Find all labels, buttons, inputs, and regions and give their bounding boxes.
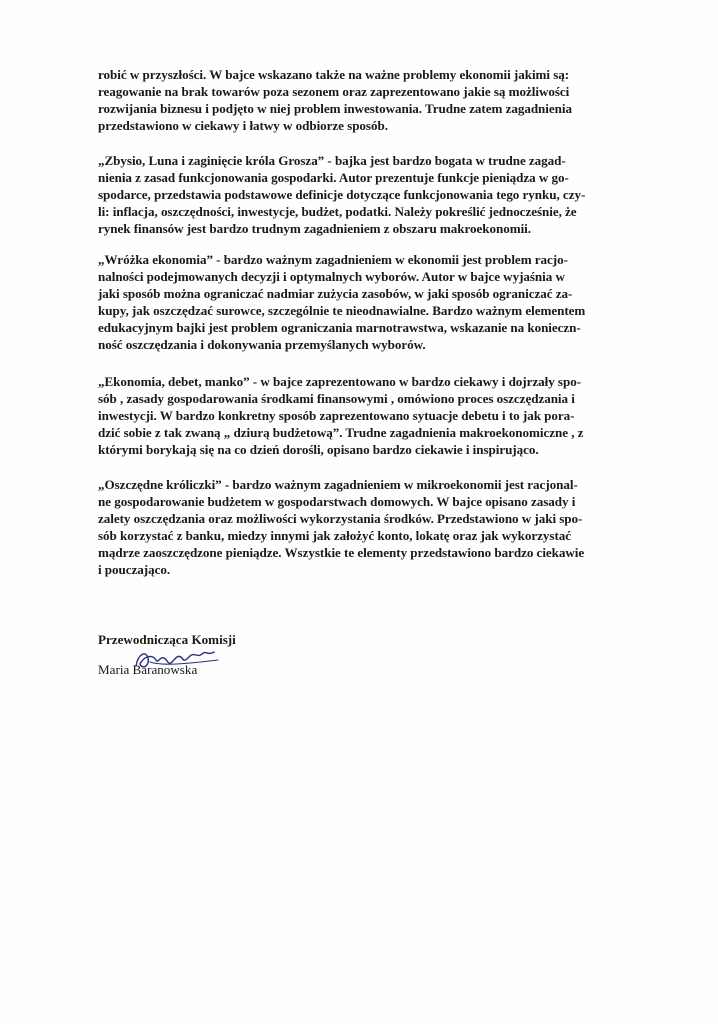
- paragraph-ekonomia-debet-manko: [98, 373, 658, 458]
- text-line: jaki sposób można ograniczać nadmiar zużycia zasobów, w jaki sposób ograniczać za-: [98, 286, 573, 301]
- text-line: kupy, jak oszczędzać surowce, szczególnie te nieodnawialne. Bardzo ważnym elementem: [98, 303, 586, 318]
- text-line: ność oszczędzania i dokonywania przemyślanych wyborów.: [98, 337, 426, 352]
- paragraph-intro-continuation: [98, 66, 658, 134]
- text-line: rozwijania biznesu i podjęto w niej problem inwestowania. Trudne zatem zagadnienia: [98, 101, 572, 116]
- text-line: sób korzystać z banku, miedzy innymi jak założyć konto, lokatę oraz jak wykorzystać: [98, 528, 572, 543]
- text-line: sób , zasady gospodarowania środkami finansowymi , omówiono proces oszczędzania i: [98, 391, 575, 406]
- text-line: „Zbysio, Luna i zaginięcie króla Grosza” - bajka jest bardzo bogata w trudne zagad-: [98, 153, 566, 168]
- signatory-role: Przewodnicząca Komisji: [98, 632, 236, 647]
- paragraph-zbysio-luna: [98, 152, 658, 237]
- text-line: nienia z zasad funkcjonowania gospodarki. Autor prezentuje funkcje pieniądza w go-: [98, 170, 569, 185]
- text-line: rynek finansów jest bardzo trudnym zagadnieniem z obszaru makroekonomii.: [98, 221, 531, 236]
- signatory-name: Maria Baranowska: [98, 662, 198, 677]
- text-line: inwestycji. W bardzo konkretny sposób zaprezentowano sytuacje debetu i to jak pora-: [98, 408, 575, 423]
- text-line: edukacyjnym bajki jest problem ograniczania marnotrawstwa, wskazanie na konieczn-: [98, 320, 581, 335]
- text-line: nalności podejmowanych decyzji i optymalnych wyborów. Autor w bajce wyjaśnia w: [98, 269, 565, 284]
- text-line: li: inflacja, oszczędności, inwestycje, budżet, podatki. Należy pokreślić jednocześnie, że: [98, 204, 577, 219]
- text-line: dzić sobie z tak zwaną „ dziurą budżetową”. Trudne zagadnienia makroekonomiczne , z: [98, 425, 584, 440]
- text-line: i pouczająco.: [98, 562, 171, 577]
- text-line: „Ekonomia, debet, manko” - w bajce zaprezentowano w bardzo ciekawy i dojrzały spo-: [98, 374, 582, 389]
- text-line: reagowanie na brak towarów poza sezonem oraz zaprezentowano jakie są możliwości: [98, 84, 570, 99]
- text-line: spodarce, przedstawia podstawowe definicje dotyczące funkcjonowania tego rynku, czy-: [98, 187, 586, 202]
- text-line: robić w przyszłości. W bajce wskazano także na ważne problemy ekonomii jakimi są:: [98, 67, 570, 82]
- text-line: zalety oszczędzania oraz możliwości wykorzystania środków. Przedstawiono w jaki spo-: [98, 511, 583, 526]
- text-line: „Wróżka ekonomia” - bardzo ważnym zagadnieniem w ekonomii jest problem racjo-: [98, 252, 568, 267]
- text-line: „Oszczędne króliczki” - bardzo ważnym zagadnieniem w mikroekonomii jest racjonal-: [98, 477, 578, 492]
- paragraph-oszczedne-kroliczki: [98, 476, 658, 578]
- text-line: mądrze zaoszczędzone pieniądze. Wszystkie te elementy przedstawiono bardzo ciekawie: [98, 545, 585, 560]
- text-line: przedstawiono w ciekawy i łatwy w odbiorze sposób.: [98, 118, 388, 133]
- text-line: ne gospodarowanie budżetem w gospodarstwach domowych. W bajce opisano zasady i: [98, 494, 576, 509]
- paragraph-wrozka-ekonomia: [98, 251, 658, 353]
- text-line: którymi borykają się na co dzień dorośli, opisano bardzo ciekawie i inspirująco.: [98, 442, 539, 457]
